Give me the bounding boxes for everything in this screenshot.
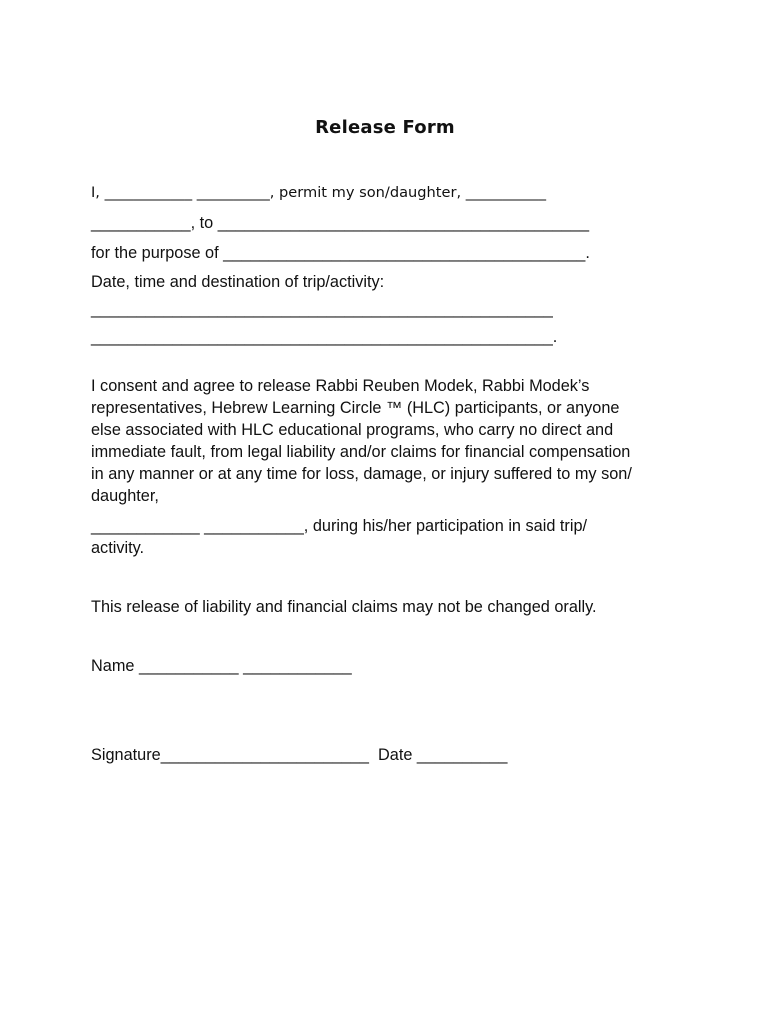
consent-line: representatives, Hebrew Learning Circle ™ (HLC) participants, or anyone xyxy=(91,399,620,417)
consent-line: ____________ ___________, during his/her participation in said trip/ xyxy=(91,517,588,535)
page-title: Release Form xyxy=(315,117,455,138)
consent-paragraph xyxy=(91,375,691,559)
consent-line: immediate fault, from legal liability and/or claims for financial compensation xyxy=(91,443,631,461)
consent-line: in any manner or at any time for loss, damage, or injury suffered to my son/ xyxy=(91,465,632,483)
release-note: This release of liability and financial claims may not be changed orally. xyxy=(91,598,597,616)
consent-line: else associated with HLC educational programs, who carry no direct and xyxy=(91,421,614,439)
trip-details-blank-1: ___________________________________________________ xyxy=(91,300,553,318)
destination-line: ___________, to _________________________________________ xyxy=(91,214,590,232)
consent-line: daughter, xyxy=(91,487,159,505)
trip-details-label: Date, time and destination of trip/activity: xyxy=(91,273,385,291)
consent-line: activity. xyxy=(91,539,145,557)
purpose-line: for the purpose of ________________________________________. xyxy=(91,244,590,262)
trip-details-blank-2: ___________________________________________________. xyxy=(91,328,558,346)
signature-date-line: Signature_______________________ Date __________ xyxy=(91,746,508,764)
name-line: Name ___________ ____________ xyxy=(91,657,352,675)
consent-line: I consent and agree to release Rabbi Reuben Modek, Rabbi Modek’s xyxy=(91,377,590,395)
parent-name-line: I, ____________ __________, permit my son/daughter, ___________ xyxy=(91,184,547,201)
